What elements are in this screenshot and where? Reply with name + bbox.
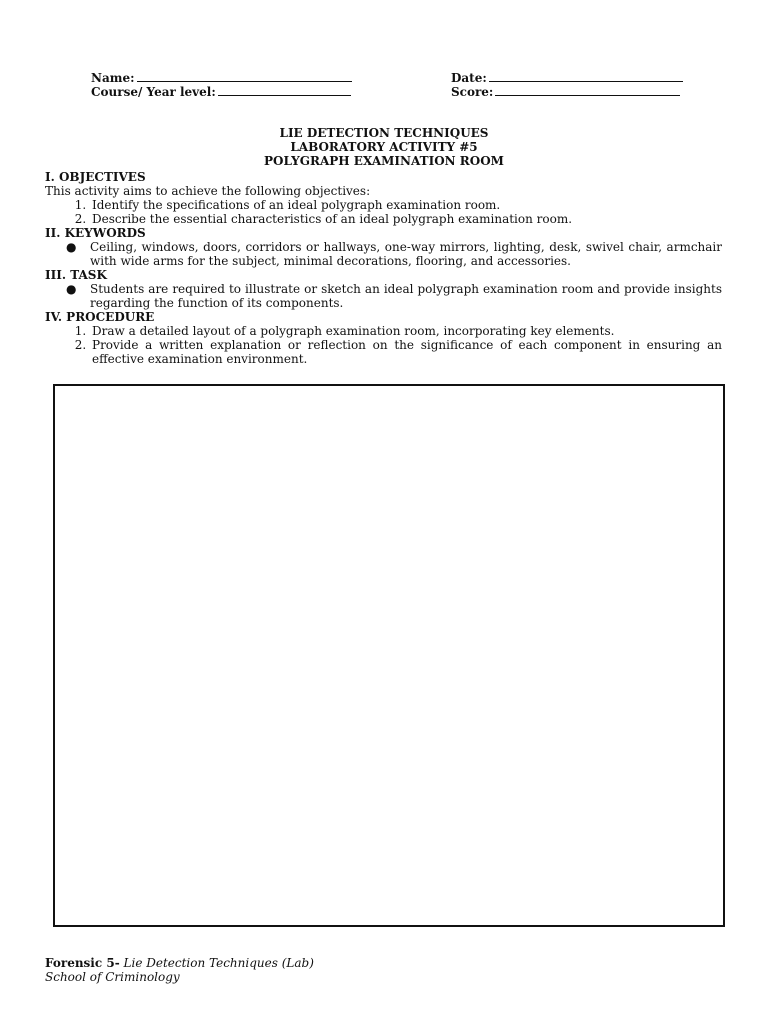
footer-school-text: School of Criminology [45,970,180,984]
task-list [45,282,722,310]
procedure-list [45,324,722,366]
course-field [91,84,351,99]
keywords-list [45,240,722,268]
course-blank-line[interactable] [218,84,351,96]
date-blank-line[interactable] [489,70,683,82]
footer-course-code: Forensic 5- [45,956,120,970]
score-blank-line[interactable] [495,84,680,96]
title-line-2: LABORATORY ACTIVITY #5 [290,140,478,154]
footer-course-name: Lie Detection Techniques (Lab) [123,956,314,970]
title-line-1: LIE DETECTION TECHNIQUES [279,126,489,140]
course-label: Course/ Year level: [91,85,216,99]
document-title [0,126,768,168]
procedure-item: 1. Draw a detailed layout of a polygraph examination room, incorporating key elements. [90,324,722,338]
footer-school [45,970,314,984]
bullet-icon: ● [66,240,77,254]
bullet-icon: ● [66,282,77,296]
keyword-item-text: Ceiling, windows, doors, corridors or hallways, one-way mirrors, lighting, desk, swivel chair, armchair with wide arms for the subject, minimal decorations, flooring, and accessories. [90,240,722,268]
task-item [66,282,722,310]
footer-course-line [45,956,314,970]
title-line-3: POLYGRAPH EXAMINATION ROOM [264,154,504,168]
objectives-heading: I. OBJECTIVES [45,170,146,184]
objectives-intro: This activity aims to achieve the following objectives: [45,184,371,198]
score-field [451,84,680,99]
task-item-text: Students are required to illustrate or sketch an ideal polygraph examination room and provide insights regarding the function of its components. [90,282,722,310]
objectives-list [45,198,722,226]
score-label: Score: [451,85,494,99]
drawing-area-box[interactable] [53,384,725,927]
procedure-heading: IV. PROCEDURE [45,310,155,324]
keywords-heading: II. KEYWORDS [45,226,146,240]
objective-item: 1. Identify the specifications of an ideal polygraph examination room. [90,198,722,212]
date-label: Date: [451,71,487,85]
activity-content [45,170,722,366]
name-field [91,70,352,85]
keyword-item [66,240,722,268]
objective-item: 2. Describe the essential characteristics of an ideal polygraph examination room. [90,212,722,226]
page-footer [45,956,314,984]
task-heading: III. TASK [45,268,107,282]
procedure-item: 2. Provide a written explanation or reflection on the significance of each component in ensuring an effective examination environment. [90,338,722,366]
name-label: Name: [91,71,135,85]
date-field [451,70,683,85]
name-blank-line[interactable] [137,70,352,82]
